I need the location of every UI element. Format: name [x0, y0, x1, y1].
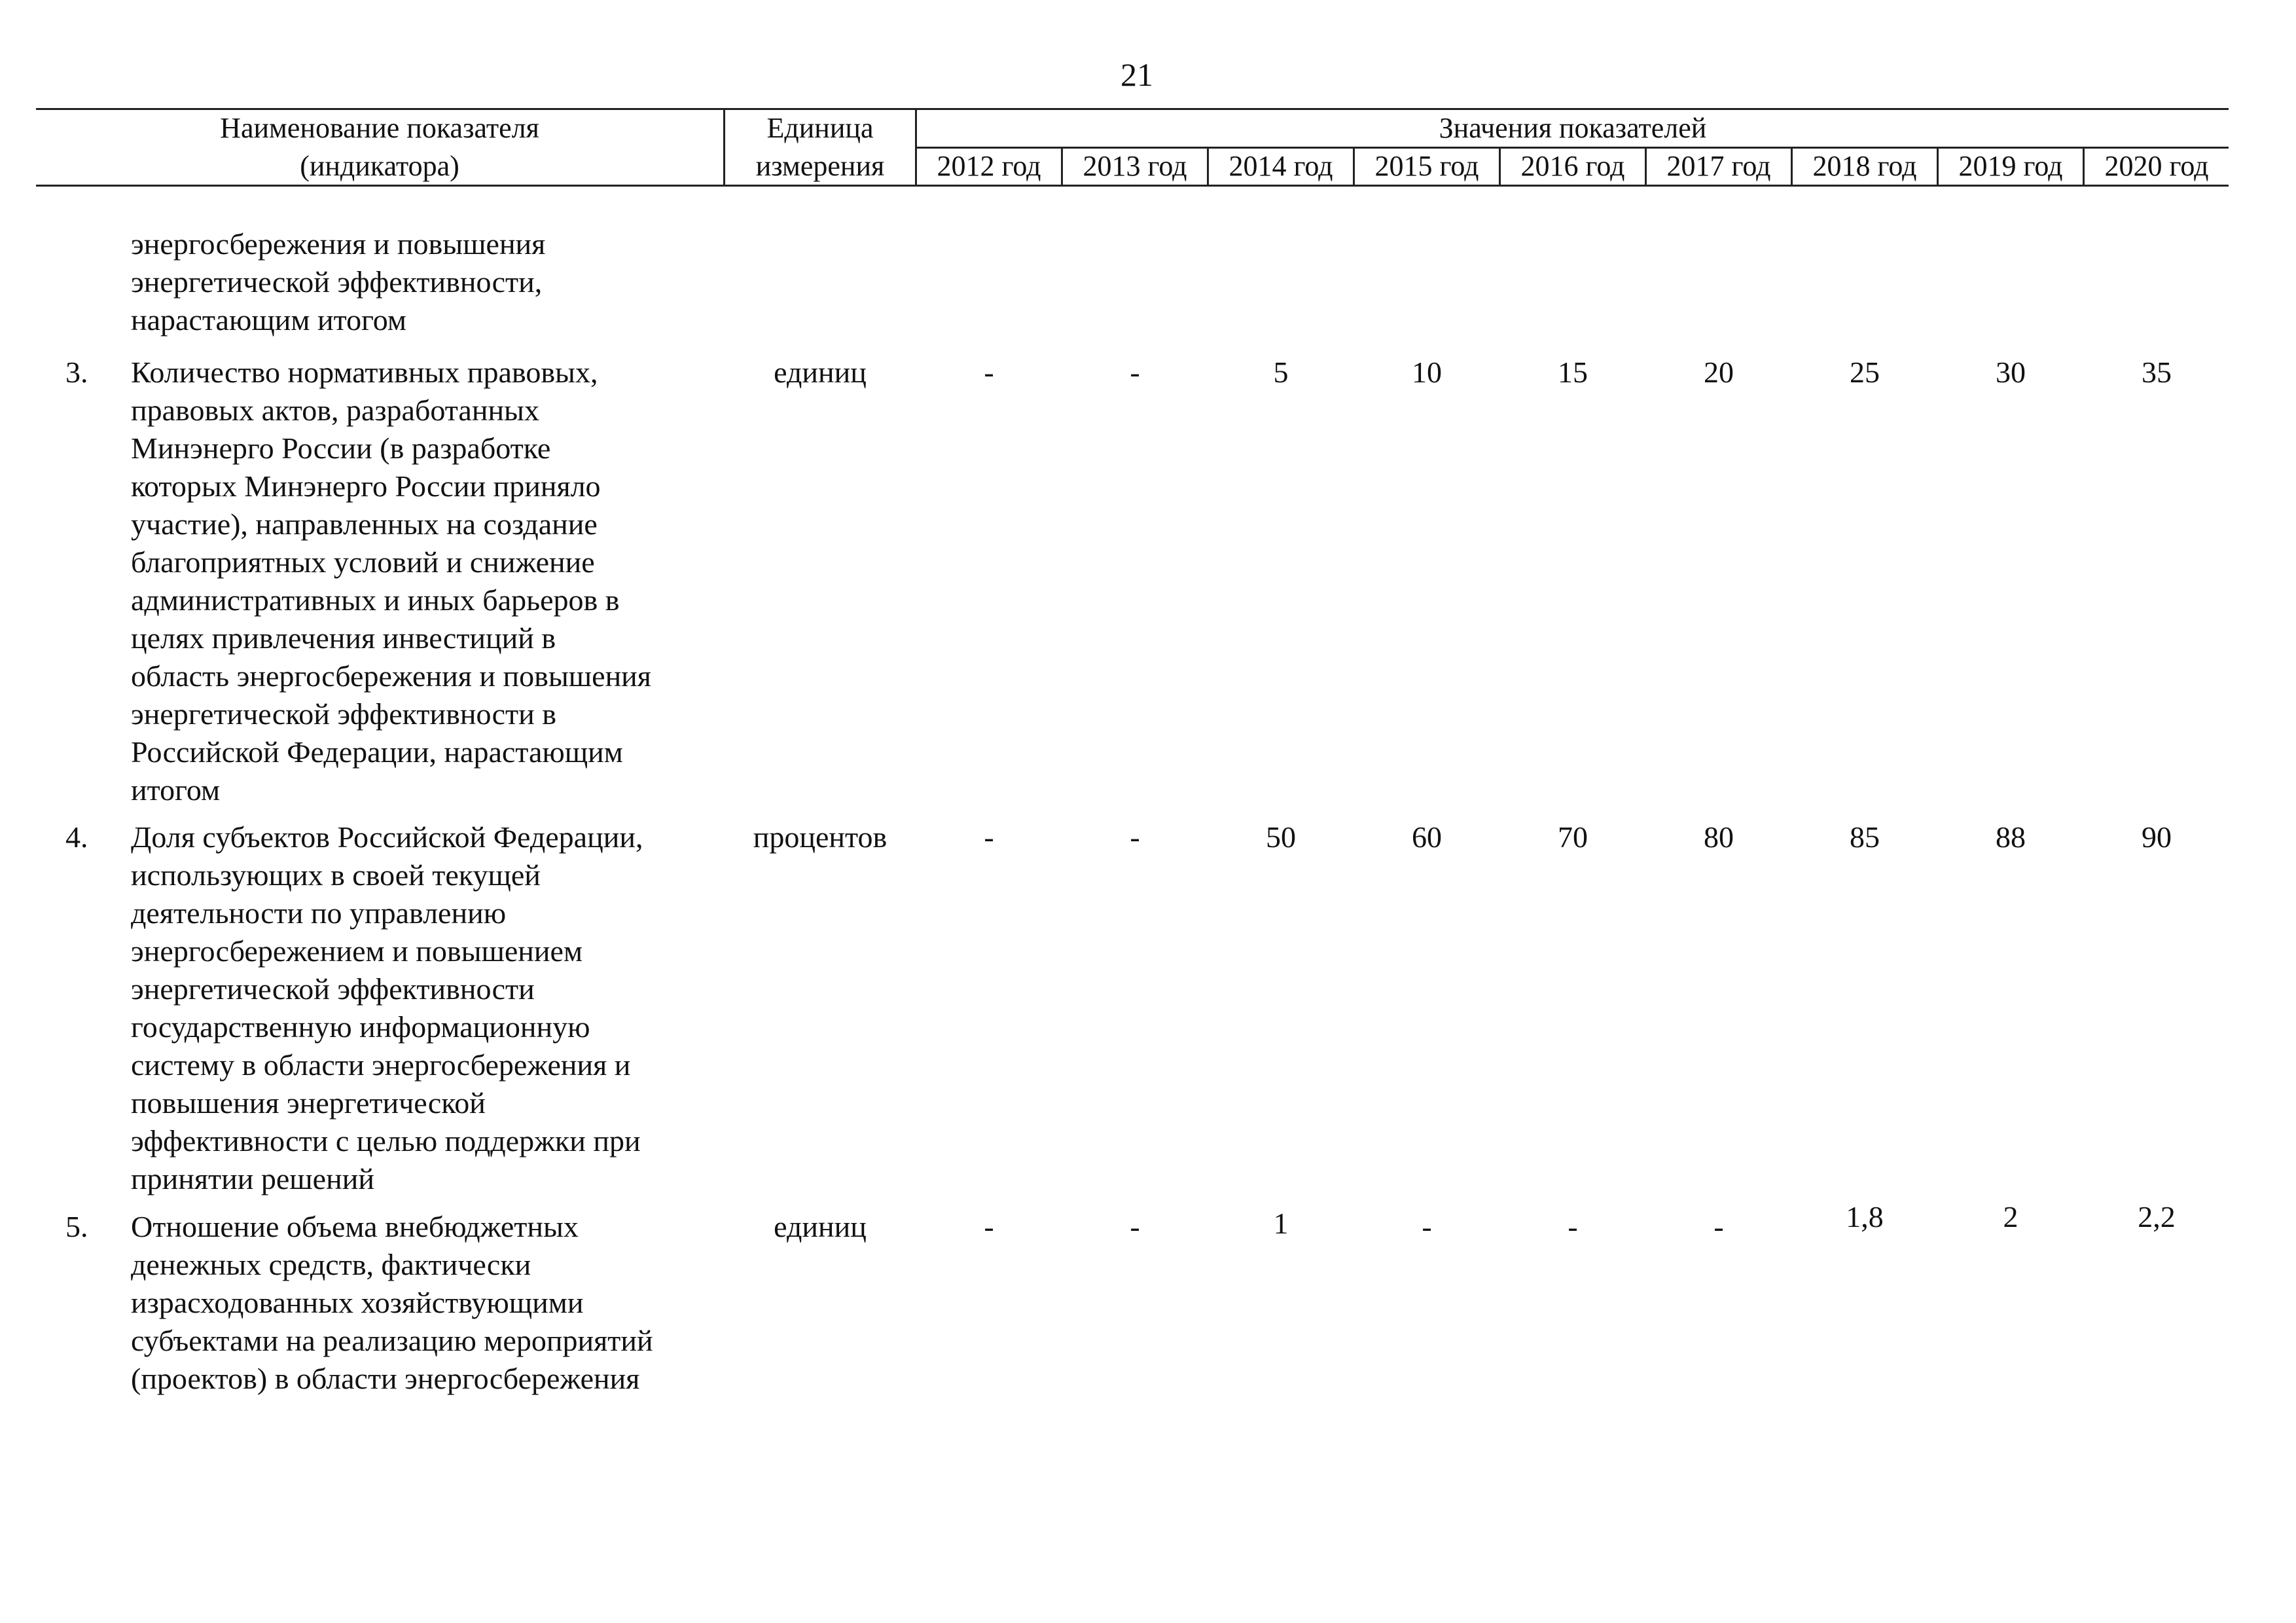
row-value: 88 — [1996, 820, 2026, 854]
row-value: - — [1130, 820, 1140, 854]
header-year: 2015 год — [1374, 150, 1479, 182]
row-value: 10 — [1412, 356, 1442, 389]
header-year: 2013 год — [1083, 150, 1187, 182]
header-top-rule — [36, 108, 2229, 110]
row-unit: процентов — [753, 820, 888, 854]
row-unit: единиц — [774, 1210, 867, 1243]
row-number: 5. — [65, 1210, 88, 1243]
row-number: 4. — [65, 820, 88, 854]
row-value: - — [1422, 1210, 1432, 1243]
row-number: 3. — [65, 356, 88, 389]
row-value: - — [984, 820, 994, 854]
row-indicator-name: Количество нормативных правовых, правовых актов, разработанных Минэнерго России (в разработке которых Минэнерго России приняло участие), направленных на создание благоприятных условий и снижение административных и иных барьеров в целях привлечения инвестиций в область энергосбережения и повышения энергетической эффективности в Российской Федерации, нарастающим итогом — [131, 356, 651, 807]
header-year: 2018 год — [1812, 150, 1917, 182]
row-value: - — [984, 1210, 994, 1243]
row-value: - — [1130, 1210, 1140, 1243]
row-value: 1,8 — [1846, 1200, 1884, 1233]
row-value: 2,2 — [2138, 1200, 2176, 1233]
row-value: 85 — [1850, 820, 1880, 854]
row-value: 2 — [2003, 1200, 2018, 1233]
row-indicator-name: Отношение объема внебюджетных денежных средств, фактически израсходованных хозяйствующими субъектами на реализацию мероприятий (проектов) в области энергосбережения — [131, 1210, 653, 1395]
row-value: - — [1130, 356, 1140, 389]
header-year: 2016 год — [1520, 150, 1625, 182]
header-year: 2014 год — [1229, 150, 1333, 182]
row-unit: единиц — [774, 356, 867, 389]
row-value: 60 — [1412, 820, 1442, 854]
row-value: 90 — [2142, 820, 2172, 854]
years-rule — [915, 147, 2229, 149]
row-value: - — [1568, 1210, 1578, 1243]
row-value: 30 — [1996, 356, 2026, 389]
continuation-text: энергосбережения и повышения энергетической эффективности, нарастающим итогом — [131, 227, 546, 337]
header-values-title: Значения показателей — [1439, 112, 1707, 144]
row-value: 20 — [1704, 356, 1734, 389]
row-value: - — [1713, 1210, 1724, 1243]
row-value: 1 — [1273, 1207, 1289, 1240]
header-year: 2019 год — [1958, 150, 2063, 182]
row-value: 25 — [1850, 356, 1880, 389]
header-unit-line2: измерения — [755, 150, 885, 182]
header-year: 2020 год — [2104, 150, 2209, 182]
header-unit-line1: Единица — [766, 112, 874, 144]
row-value: 70 — [1558, 820, 1588, 854]
header-year: 2012 год — [937, 150, 1041, 182]
row-value: 35 — [2142, 356, 2172, 389]
page-number: 21 — [1121, 56, 1153, 93]
row-value: 80 — [1704, 820, 1734, 854]
header-name-line1: Наименование показателя — [220, 112, 539, 144]
header-name-line2: (индикатора) — [300, 150, 459, 182]
row-indicator-name: Доля субъектов Российской Федерации, использующих в своей текущей деятельности по управлению энергосбережением и повышением энергетической эффективности государственную информационную систему в области энергосбережения и повышения энергетической эффективности с целью поддержки при принятии решений — [131, 820, 643, 1195]
row-value: 50 — [1266, 820, 1296, 854]
header-year: 2017 год — [1666, 150, 1771, 182]
row-value: - — [984, 356, 994, 389]
header-bottom-rule — [36, 185, 2229, 187]
row-value: 5 — [1273, 356, 1289, 389]
row-value: 15 — [1558, 356, 1588, 389]
